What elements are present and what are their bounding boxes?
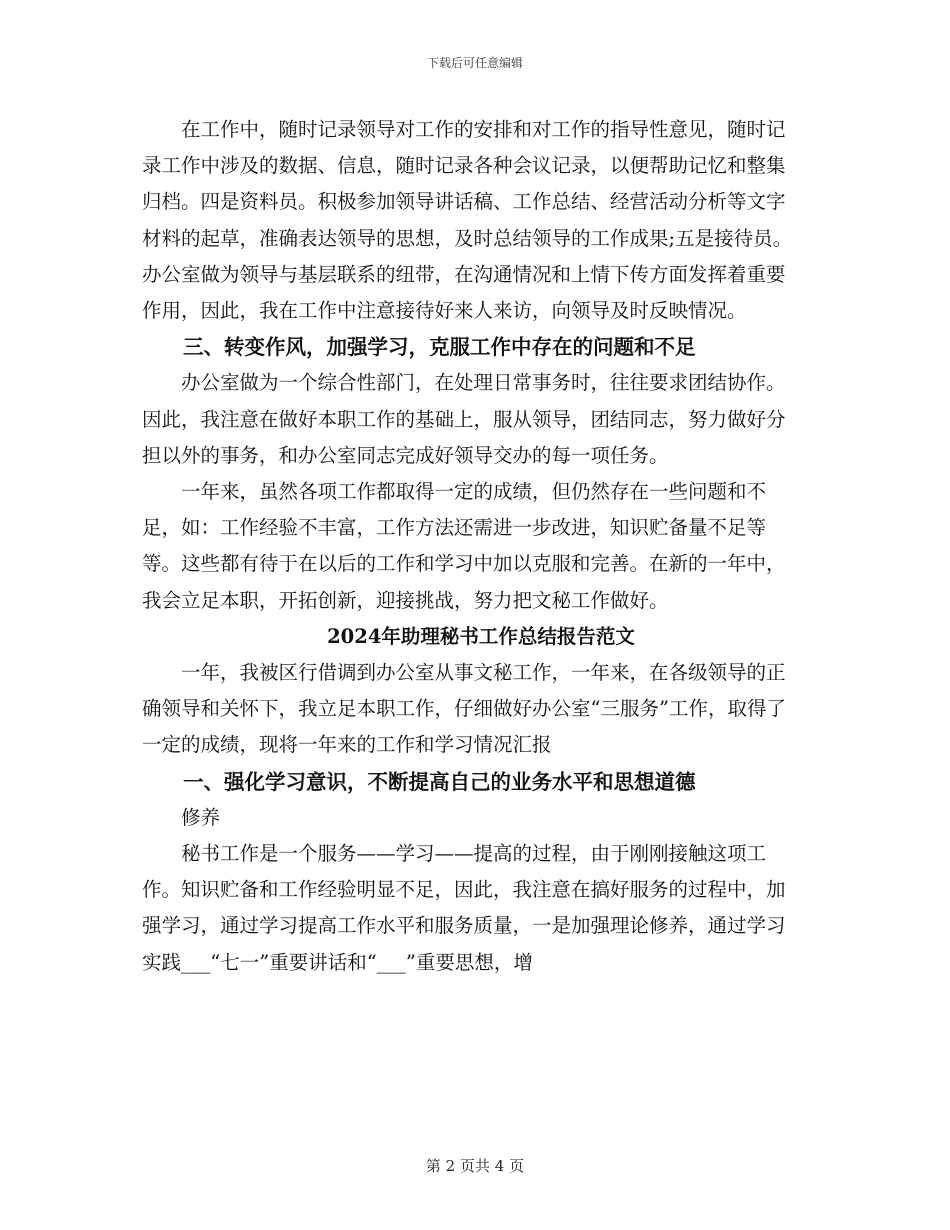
page-header: 下载后可任意编辑 bbox=[426, 56, 523, 70]
paragraph-teamwork: 办公室做为一个综合性部门，在处理日常事务时，往往要求团结协作。因此，我注意在做好本职工作的基础上，服从领导，团结同志，努力做好分担以外的事务，和办公室同志完成好领导交办的每一项任务。 bbox=[142, 371, 786, 467]
paragraph-work-recording: 在工作中，随时记录领导对工作的安排和对工作的指导性意见，随时记录工作中涉及的数据、信息，随时记录各种会议记录，以便帮助记忆和整集归档。四是资料员。积极参加领导讲话稿、工作总结、经营活动分析等文字材料的起草，准确表达领导的思想，及时总结领导的工作成果;五是接待员。办公室做为领导与基层联系的纽带，在沟通情况和上情下传方面发挥着重要作用，因此，我在工作中注意接待好来人来访，向领导及时反映情况。 bbox=[142, 118, 793, 323]
document-title: 2024年助理秘书工作总结报告范文 bbox=[327, 624, 635, 648]
paragraph-learning: 秘书工作是一个服务——学习——提高的过程，由于刚刚接触这项工作。知识贮备和工作经验明显不足，因此，我注意在搞好服务的过程中，加强学习，通过学习提高工作水平和服务质量，一是加强理论修养，通过学习实践___“七一”重要讲话和“___”重要思想，增 bbox=[142, 842, 786, 974]
paragraph-intro: 一年，我被区行借调到办公室从事文秘工作，一年来，在各级领导的正确领导和关怀下，我立足本职工作，仔细做好办公室“三服务”工作，取得了一定的成绩，现将一年来的工作和学习情况汇报 bbox=[142, 661, 786, 757]
page-number: 第 2 页共 4 页 bbox=[425, 1157, 525, 1175]
section-heading-1: 一、强化学习意识，不断提高自己的业务水平和思想道德 bbox=[183, 769, 696, 794]
paragraph-shortcomings: 一年来，虽然各项工作都取得一定的成绩，但仍然存在一些问题和不足，如：工作经验不丰富，工作方法还需进一步改进，知识贮备量不足等等。这些都有待于在以后的工作和学习中加以克服和完善。在新的一年中，我会立足本职，开拓创新，迎接挑战，努力把文秘工作做好。 bbox=[142, 480, 786, 612]
document-body bbox=[142, 112, 802, 981]
paragraph-cultivation: 修养 bbox=[181, 805, 221, 829]
section-heading-3: 三、转变作风，加强学习，克服工作中存在的问题和不足 bbox=[183, 335, 696, 360]
